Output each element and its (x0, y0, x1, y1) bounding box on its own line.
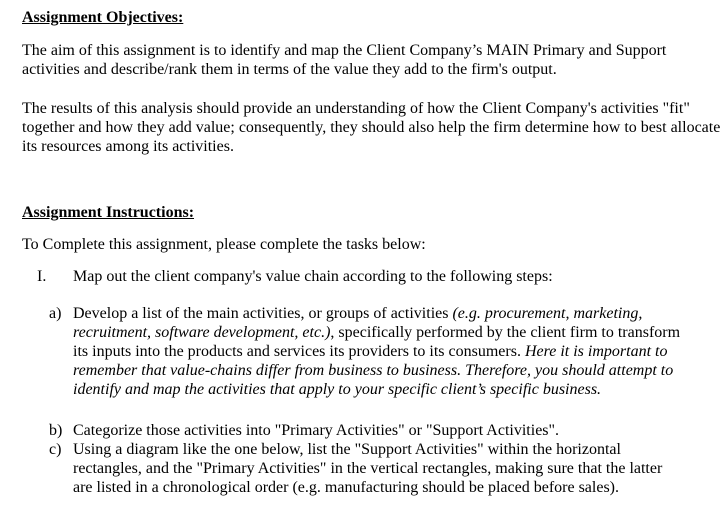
instructions-intro: To Complete this assignment, please complete the tasks below: (22, 236, 426, 253)
step-i-marker: I. (37, 268, 47, 285)
list-item-a-italic-2: Here it is important to remember that value-chains differ from business to business. Therefore, you should attempt to identify and map the activities that apply to your specific client’s specific business. (73, 343, 674, 398)
list-item-a-marker: a) (49, 305, 62, 322)
list-item-c-text: Using a diagram like the one below, list the "Support Activities" within the horizontal rectangles, and the "Primary Activities" in the vertical rectangles, making sure that the latter are listed in a chronological order (e.g. manufacturing should be placed before sales). (73, 441, 663, 496)
objectives-paragraph-2: The results of this analysis should provide an understanding of how the Client Company's activities "fit" together and how they add value; consequently, they should also help the firm determine how to best allocate its resources among its activities. (22, 100, 721, 155)
list-item-c-marker: c) (49, 441, 62, 458)
list-item-b-text: Categorize those activities into "Primary Activities" or "Support Activities". (73, 422, 560, 439)
list-item-a-italic-1: (e.g. procurement, marketing, recruitment, software development, etc.) (73, 305, 643, 341)
list-item-b-marker: b) (49, 422, 63, 439)
objectives-paragraph-1: The aim of this assignment is to identify and map the Client Company’s MAIN Primary and Support activities and describe/rank them in terms of the value they add to the firm's output. (22, 42, 667, 78)
objectives-heading: Assignment Objectives: (22, 9, 184, 26)
list-item-a-text (73, 304, 683, 399)
list-item-a-text-2: , specifically performed by the client firm to transform its inputs into the products and services its providers to its consumers. (73, 324, 681, 360)
instructions-heading: Assignment Instructions: (22, 204, 195, 221)
list-item-a-text-1: Develop a list of the main activities, or groups of activities (73, 305, 453, 322)
step-i-text: Map out the client company's value chain according to the following steps: (73, 268, 553, 285)
